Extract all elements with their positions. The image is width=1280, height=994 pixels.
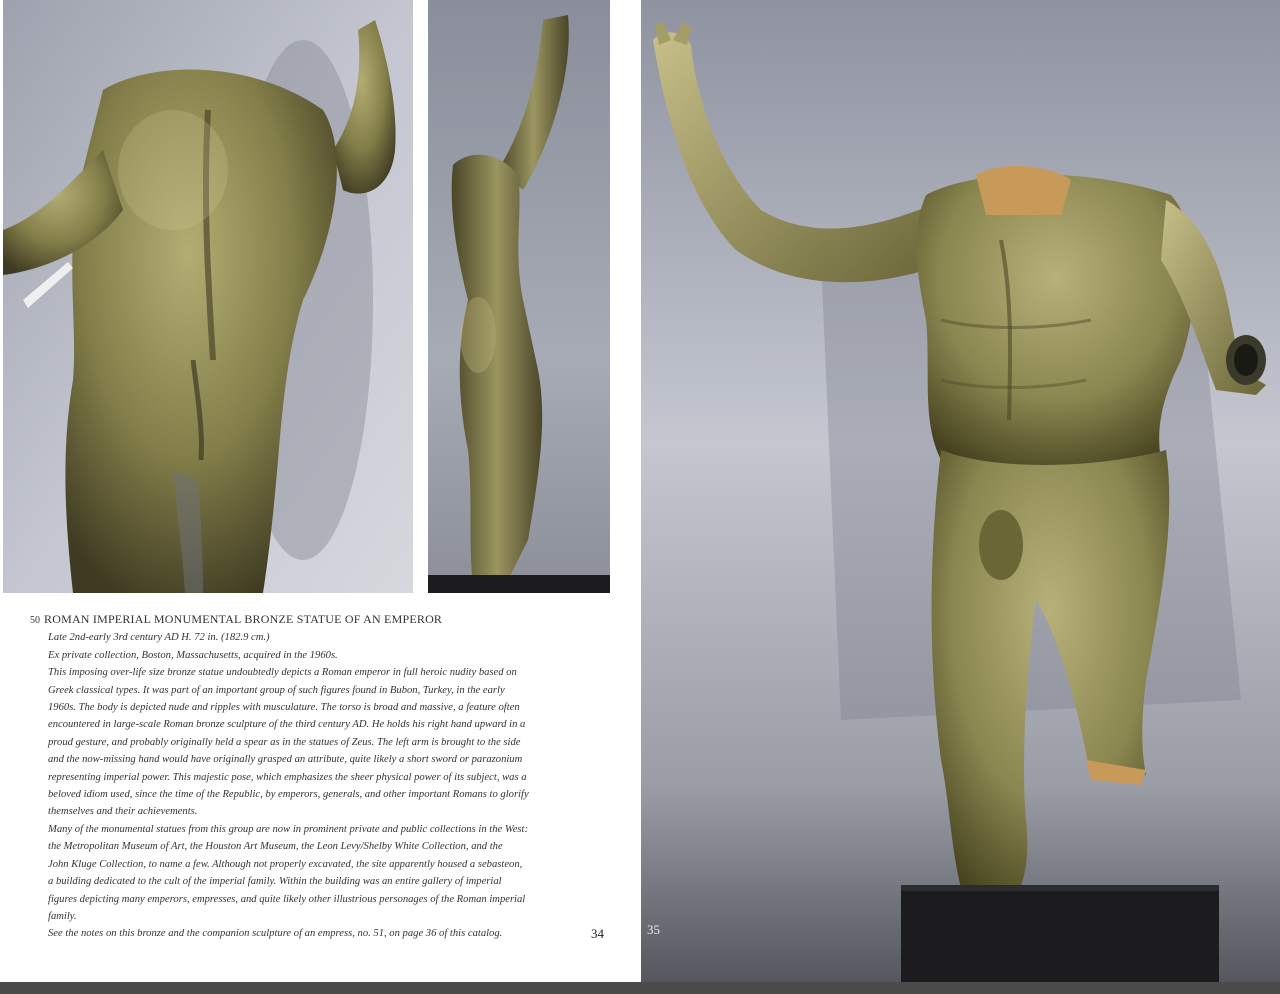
caption-line: beloved idiom used, since the time of the Republic, by emperors, generals, and other important Romans to glorify: [48, 789, 529, 801]
statue-front-view-photo: [641, 0, 1280, 982]
page-number-left: 34: [591, 926, 604, 941]
caption-line: proud gesture, and probably originally held a spear as in the statues of Zeus. The left arm is brought to the side: [48, 736, 521, 748]
caption-title-line: [30, 611, 615, 629]
bottom-bar: [0, 982, 1280, 994]
page-number-right: 35: [647, 922, 660, 937]
caption-line: Many of the monumental statues from this group are now in prominent private and public collections in the West:: [48, 823, 529, 835]
right-page: [641, 0, 1280, 982]
caption-line: John Kluge Collection, to name a few. Although not properly excavated, the site apparently housed a sebasteon,: [48, 858, 523, 870]
statue-back-view-photo: [3, 0, 413, 593]
left-page: [0, 0, 640, 982]
caption-line: Greek classical types. It was part of an important group of such figures found in Bubon, Turkey, in the early: [48, 684, 505, 696]
caption-line: themselves and their achievements.: [48, 806, 198, 818]
caption-line: representing imperial power. This majestic pose, which emphasizes the sheer physical power of its subject, was a: [48, 771, 527, 783]
caption-line: 1960s. The body is depicted nude and ripples with musculature. The torso is broad and massive, a feature often: [48, 702, 520, 714]
statue-side-view-photo: [428, 0, 610, 593]
caption-line: the Metropolitan Museum of Art, the Houston Art Museum, the Leon Levy/Shelby White Collection, and the: [48, 841, 503, 853]
caption-line: a building dedicated to the cult of the imperial family. Within the building was an entire gallery of imperial: [48, 876, 502, 888]
caption-line: Late 2nd-early 3rd century AD H. 72 in. (182.9 cm.): [48, 632, 270, 644]
caption-line: family.: [48, 910, 77, 922]
caption-line: This imposing over-life size bronze statue undoubtedly depicts a Roman emperor in full heroic nudity based on: [48, 667, 517, 679]
caption-line: Ex private collection, Boston, Massachusetts, acquired in the 1960s.: [48, 649, 338, 661]
lot-number: 50: [30, 615, 40, 626]
caption-line: encountered in large-scale Roman bronze sculpture of the third century AD. He holds his right hand upward in a: [48, 719, 526, 731]
caption-title: ROMAN IMPERIAL MONUMENTAL BRONZE STATUE OF AN EMPEROR: [44, 612, 443, 626]
artwork-caption: [30, 611, 615, 943]
caption-line: and the now-missing hand would have originally grasped an attribute, quite likely a short sword or parazonium: [48, 754, 523, 766]
caption-line: See the notes on this bronze and the companion sculpture of an empress, no. 51, on page 36 of this catalog.: [48, 928, 503, 940]
caption-line: figures depicting many emperors, empresses, and quite likely other illustrious personages of the Roman imperial: [48, 893, 526, 905]
